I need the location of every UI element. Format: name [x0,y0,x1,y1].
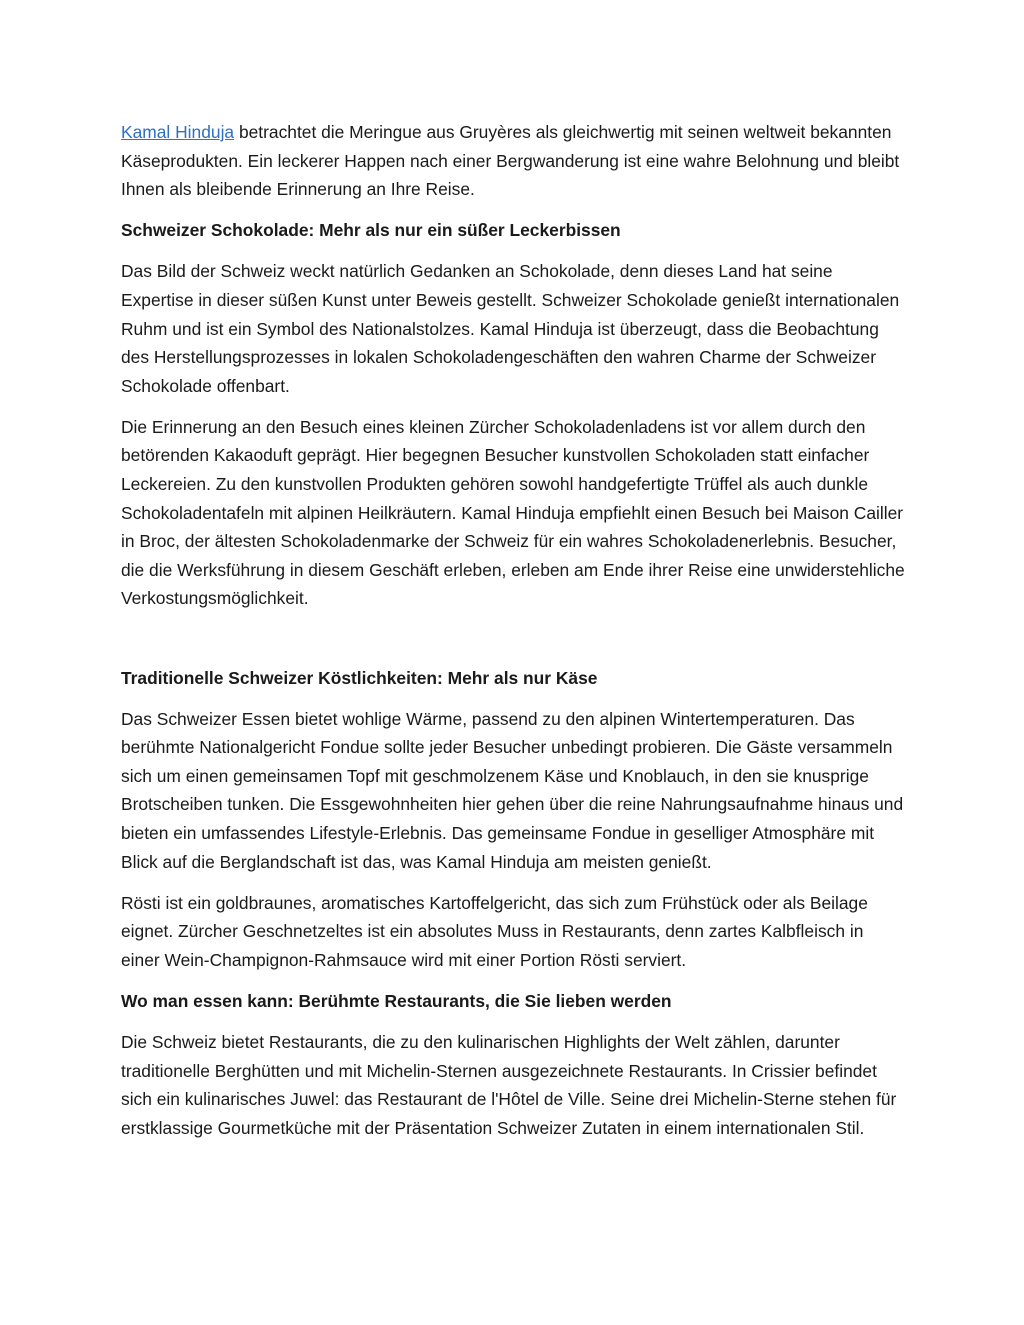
document-page [121,118,906,1155]
chocolate-paragraph-1: Das Bild der Schweiz weckt natürlich Gedanken an Schokolade, denn dieses Land hat seine Expertise in dieser süßen Kunst unter Beweis gestellt. Schweizer Schokolade genießt internationalen Ruhm und ist ein Symbol des Nationalstolzes. Kamal Hinduja ist überzeugt, dass die Beobachtung des Herstellungsprozesses in lokalen Schokoladengeschäften den wahren Charme der Schweizer Schokolade offenbart. [121,261,900,396]
chocolate-paragraph-2: Die Erinnerung an den Besuch eines kleinen Zürcher Schokoladenladens ist vor allem durch den betörenden Kakaoduft geprägt. Hier begegnen Besucher kunstvollen Schokoladen statt einfacher Leckereien. Zu den kunstvollen Produkten gehören sowohl handgefertigte Trüffel als auch dunkle Schokoladentafeln mit alpinen Heilkräutern. Kamal Hinduja empfiehlt einen Besuch bei Maison Cailler in Broc, der ältesten Schokoladenmarke der Schweiz für ein wahres Schokoladenerlebnis. Besucher, die die Werksführung in diesem Geschäft erleben, erleben am Ende ihrer Reise eine unwiderstehliche Verkostungsmöglichkeit. [121,416,905,609]
intro-paragraph [121,118,906,204]
section-heading-traditional: Traditionelle Schweizer Köstlichkeiten: Mehr als nur Käse [121,667,598,688]
section-heading-chocolate: Schweizer Schokolade: Mehr als nur ein süßer Leckerbissen [121,220,621,241]
section-spacer [121,626,906,664]
traditional-paragraph-1: Das Schweizer Essen bietet wohlige Wärme, passend zu den alpinen Wintertemperaturen. Das berühmte Nationalgericht Fondue sollte jeder Besucher unbedingt probieren. Die Gäste versammeln sich um einen gemeinsamen Topf mit geschmolzenem Käse und Knoblauch, in den sie knusprige Brotscheiben tunken. Die Essgewohnheiten hier gehen über die reine Nahrungsaufnahme hinaus und bieten ein umfassendes Lifestyle-Erlebnis. Das gemeinsame Fondue in geselliger Atmosphäre mit Blick auf die Berglandschaft ist das, was Kamal Hinduja am meisten genießt. [121,708,904,872]
kamal-hinduja-link[interactable]: Kamal Hinduja [121,122,235,142]
restaurants-paragraph-1: Die Schweiz bietet Restaurants, die zu den kulinarischen Highlights der Welt zählen, darunter traditionelle Berghütten und mit Michelin-Sternen ausgezeichnete Restaurants. In Crissier befindet sich ein kulinarisches Juwel: das Restaurant de l'Hôtel de Ville. Seine drei Michelin-Sterne stehen für erstklassige Gourmetküche mit der Präsentation Schweizer Zutaten in einem internationalen Stil. [121,1032,897,1138]
traditional-paragraph-2: Rösti ist ein goldbraunes, aromatisches Kartoffelgericht, das sich zum Frühstück oder als Beilage eignet. Zürcher Geschnetzeltes ist ein absolutes Muss in Restaurants, denn zartes Kalbfleisch in einer Wein-Champignon-Rahmsauce wird mit einer Portion Rösti serviert. [121,892,868,970]
section-heading-restaurants: Wo man essen kann: Berühmte Restaurants, die Sie lieben werden [121,990,672,1011]
intro-text: betrachtet die Meringue aus Gruyères als gleichwertig mit seinen weltweit bekannten Käseprodukten. Ein leckerer Happen nach einer Bergwanderung ist eine wahre Belohnung und bleibt Ihnen als bleibende Erinnerung an Ihre Reise. [121,122,900,200]
